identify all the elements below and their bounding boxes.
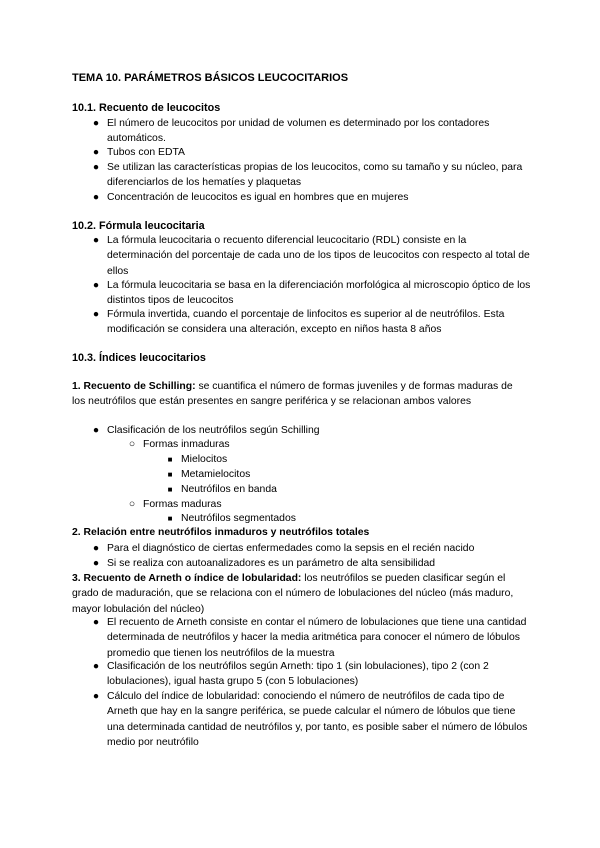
sublist-item: ○ Formas inmaduras [128,439,230,450]
subsublist-item: ■ Mielocitos [167,454,228,465]
list-item: ● Tubos con EDTA [92,147,185,158]
section-heading-10-2: 10.2. Fórmula leucocitaria [72,220,205,232]
list-item: ● Concentración de leucocitos es igual en hombres que en mujeres [92,192,409,203]
section-heading-10-3: 10.3. Índices leucocitarios [72,352,206,364]
relation-heading: 2. Relación entre neutrófilos inmaduros y neutrófilos totales [72,527,370,538]
list-item: ● El recuento de Arneth consiste en contar el número de lobulaciones que tiene una cantidad determinada de neutrófilos y hacer la media aritmética para conocer el número de lóbulos promedio que tienen los neutrófilos de la muestra [92,617,527,659]
sublist-item: ○ Formas maduras [128,499,222,510]
list-item: ● Para el diagnóstico de ciertas enfermedades como la sepsis en el recién nacido [92,543,475,554]
list-item: ● Clasificación de los neutrófilos según Arneth: tipo 1 (sin lobulaciones), tipo 2 (con 2 lobulaciones), igual hasta grupo 5 (con 5 lobulaciones) [92,661,489,688]
list-item: ● Si se realiza con autoanalizadores es un parámetro de alta sensibilidad [92,558,436,569]
page-title: TEMA 10. PARÁMETROS BÁSICOS LEUCOCITARIOS [72,72,349,84]
section-heading-10-1: 10.1. Recuento de leucocitos [72,102,221,114]
arneth-paragraph: 3. Recuento de Arneth o índice de lobularidad: los neutrófilos se pueden clasificar según el grado de maduración, que se relaciona con el número de lobulaciones del núcleo (más maduro, mayor lobulación del núcleo) [72,573,514,615]
subsublist-item: ■ Neutrófilos segmentados [167,513,296,524]
subsublist-item: ■ Neutrófilos en banda [167,484,277,495]
list-item: ● Se utilizan las características propias de los leucocitos, como su tamaño y su núcleo, para diferenciarlos de los hematíes y plaquetas [92,162,523,189]
list-item: ● Fórmula invertida, cuando el porcentaje de linfocitos es superior al de neutrófilos. Esta modificación se considera una alteración, excepto en niños hasta 8 años [92,309,505,336]
schilling-paragraph: 1. Recuento de Schilling: se cuantifica el número de formas juveniles y de formas maduras de los neutrófilos que están presentes en sangre periférica y se relacionan ambos valores [72,381,513,408]
list-item: ● La fórmula leucocitaria se basa en la diferenciación morfológica al microscopio óptico de los distintos tipos de leucocitos [92,280,531,307]
list-item: ● Cálculo del índice de lobularidad: conociendo el número de neutrófilos de cada tipo de Arneth que hay en la sangre periférica, se puede calcular el número de lóbulos que tiene una determinada cantidad de neutrófilos y, por tanto, es posible saber el número de lóbulos medio por neutrófilo [92,691,528,749]
list-item: ● La fórmula leucocitaria o recuento diferencial leucocitario (RDL) consiste en la determinación del porcentaje de cada uno de los tipos de leucocitos con respecto al total de ellos [92,235,530,277]
subsublist-item: ■ Metamielocitos [167,469,251,480]
list-item: ● El número de leucocitos por unidad de volumen es determinado por los contadores automáticos. [92,118,490,145]
list-item: ● Clasificación de los neutrófilos según Schilling [92,425,320,436]
